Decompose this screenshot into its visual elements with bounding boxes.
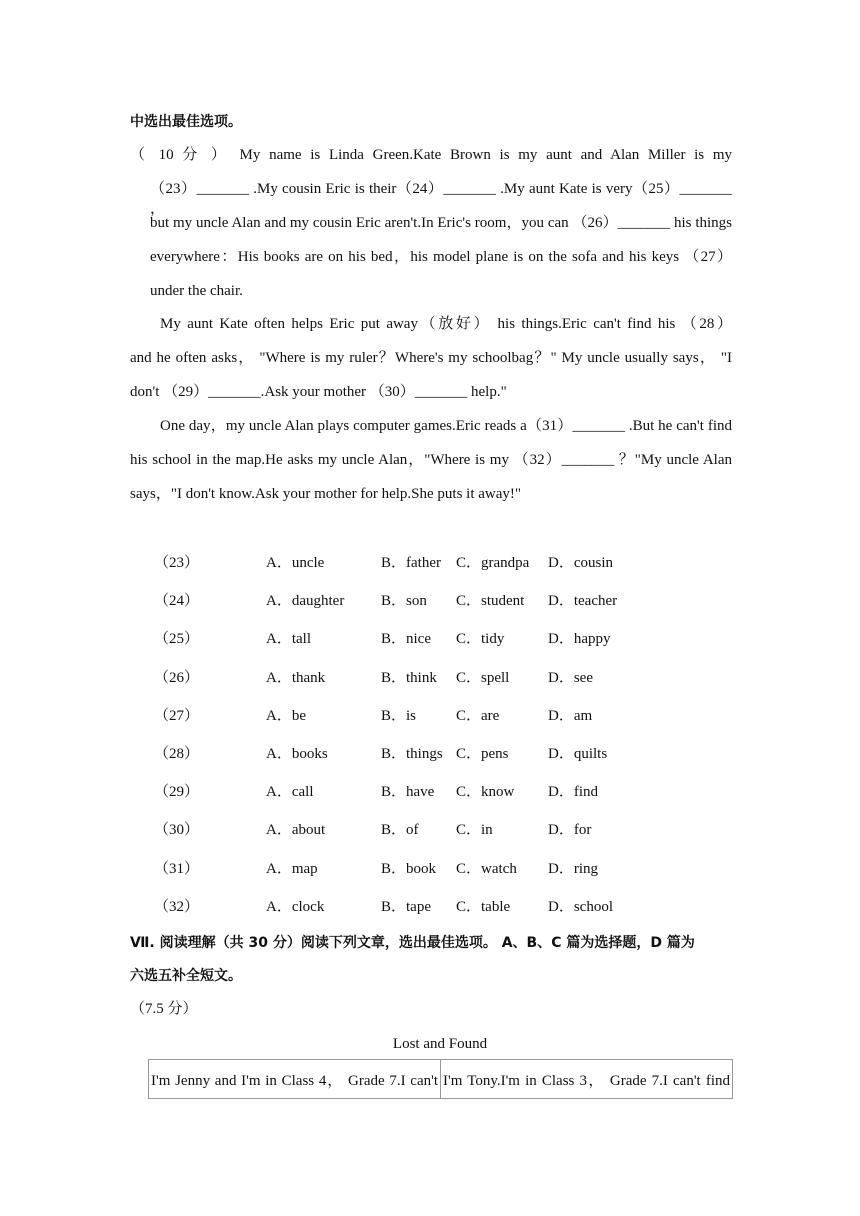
paragraph-line: My aunt Kate often helps Eric put away（放好） his things.Eric can't find his （28） [160, 316, 732, 332]
question-row [0, 859, 860, 879]
question-number: （25） [154, 631, 200, 648]
option-b: B．father [381, 555, 441, 571]
question-number: （29） [154, 784, 200, 801]
paragraph-line: under the chair. [150, 283, 243, 299]
option-c: C．know [456, 784, 515, 801]
score-note: （7.5 分） [130, 1001, 198, 1017]
table-cell: I'm Tony.I'm in Class 3， Grade 7.I can't find [441, 1060, 733, 1099]
paragraph-line: his school in the map.He asks my uncle Alan，"Where is my （32）_______ ？"My uncle Alan [130, 452, 732, 468]
option-b: B．things [381, 746, 443, 762]
section-heading: 六选五补全短文。 [130, 968, 242, 984]
lost-and-found-title: Lost and Found [392, 1036, 488, 1052]
option-a: A．thank [266, 669, 326, 686]
section-heading: Ⅶ. 阅读理解（共 30 分）阅读下列文章，选出最佳选项。 A、B、C 篇为选择题，D 篇为 [130, 935, 695, 951]
paragraph-line: says，"I don't know.Ask your mother for help.She puts it away!" [130, 486, 522, 502]
option-b: B．tape [381, 898, 431, 915]
option-b: B．book [381, 860, 437, 877]
question-row [0, 668, 860, 688]
option-c: C．pens [456, 746, 509, 762]
option-b: B．of [381, 822, 419, 839]
option-a: A．about [266, 822, 326, 839]
option-c: C．watch [456, 860, 517, 877]
option-d: D．school [548, 898, 613, 915]
question-row [0, 782, 860, 802]
option-d: D．cousin [548, 555, 613, 571]
question-row [0, 744, 860, 764]
question-row [0, 629, 860, 649]
option-c: C．student [456, 593, 525, 610]
option-c: C．tidy [456, 631, 505, 648]
question-row [0, 553, 860, 573]
option-a: A．map [266, 860, 318, 877]
lost-and-found-table [148, 1059, 733, 1099]
option-c: C．spell [456, 669, 510, 686]
paragraph-line: （ 10 分 ） My name is Linda Green.Kate Brown is my aunt and Alan Miller is my [130, 147, 732, 163]
question-number: （28） [154, 746, 200, 762]
question-row [0, 591, 860, 611]
option-d: D．teacher [548, 593, 618, 610]
option-b: B．son [381, 593, 427, 610]
option-d: D．see [548, 669, 593, 686]
question-row [0, 820, 860, 840]
option-c: C．are [456, 707, 500, 724]
question-number: （27） [154, 707, 200, 724]
question-number: （31） [154, 860, 200, 877]
question-number: （26） [154, 669, 200, 686]
option-b: B．nice [381, 631, 431, 648]
option-a: A．books [266, 746, 328, 762]
question-number: （23） [154, 555, 200, 571]
option-b: B．think [381, 669, 437, 686]
option-a: A．call [266, 784, 314, 801]
option-d: D．happy [548, 631, 611, 648]
option-b: B．is [381, 707, 417, 724]
paragraph-line: don't （29）_______.Ask your mother （30）_______ help." [130, 384, 507, 400]
paragraph-line: and he often asks， "Where is my ruler？Where's my schoolbag？" My uncle usually says， "I [130, 350, 732, 366]
option-a: A．uncle [266, 555, 325, 571]
table-cell: I'm Jenny and I'm in Class 4， Grade 7.I can't [149, 1060, 441, 1099]
option-d: D．ring [548, 860, 598, 877]
option-b: B．have [381, 784, 435, 801]
option-c: C．grandpa [456, 555, 530, 571]
option-a: A．daughter [266, 593, 345, 610]
option-d: D．find [548, 784, 598, 801]
question-row [0, 706, 860, 726]
option-c: C．table [456, 898, 511, 915]
paragraph-line: （23）_______ .My cousin Eric is their（24）_______ .My aunt Kate is very（25）_______ ， [150, 181, 732, 217]
option-a: A．tall [266, 631, 311, 648]
option-d: D．quilts [548, 746, 608, 762]
question-number: （32） [154, 898, 200, 915]
option-c: C．in [456, 822, 493, 839]
question-number: （24） [154, 593, 200, 610]
paragraph-line: One day，my uncle Alan plays computer games.Eric reads a（31）_______ .But he can't find [160, 418, 732, 434]
option-a: A．clock [266, 898, 325, 915]
option-d: D．for [548, 822, 592, 839]
paragraph-line: everywhere：His books are on his bed，his model plane is on the sofa and his keys （27） [150, 249, 732, 265]
option-a: A．be [266, 707, 306, 724]
question-row [0, 897, 860, 917]
section-heading: 中选出最佳选项。 [130, 114, 242, 130]
option-d: D．am [548, 707, 593, 724]
paragraph-line: but my uncle Alan and my cousin Eric aren't.In Eric's room，you can （26）_______ his things [150, 215, 732, 231]
question-number: （30） [154, 822, 200, 839]
